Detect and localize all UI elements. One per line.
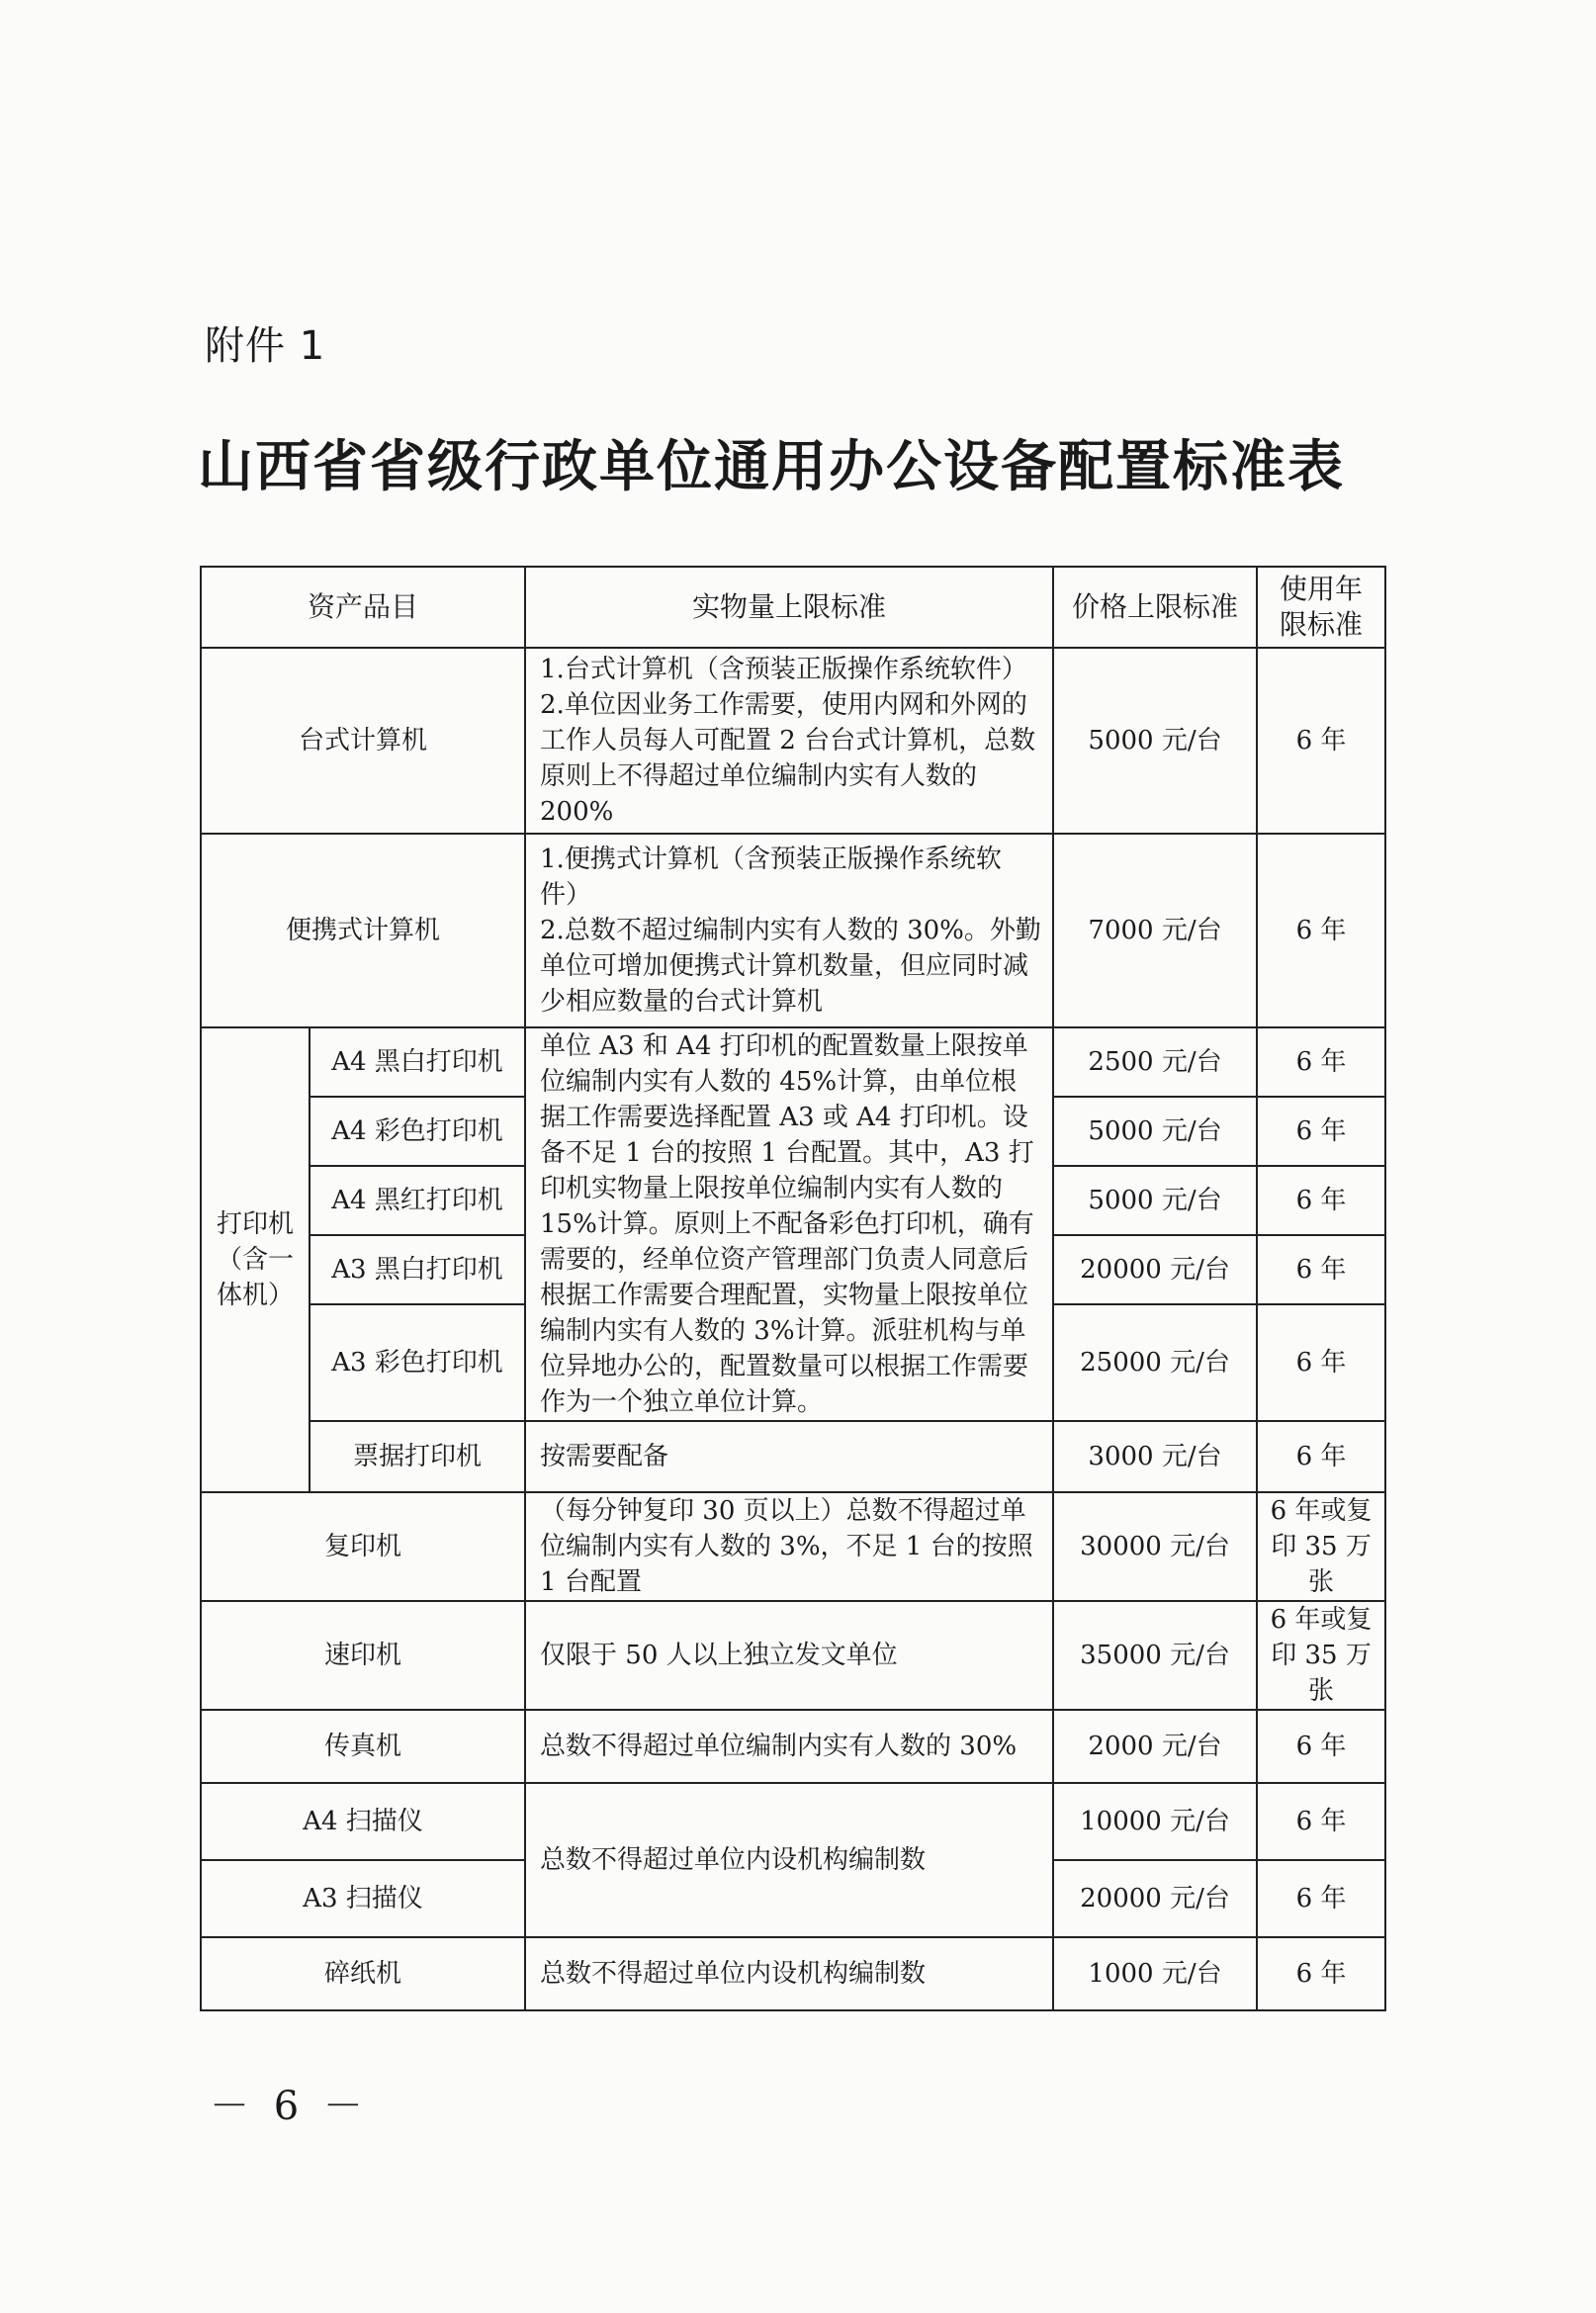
printer-category: 打印机（含一体机） — [201, 1027, 310, 1492]
header-years: 使用年限标准 — [1257, 567, 1385, 648]
item-name: A4 彩色打印机 — [310, 1097, 525, 1166]
table-row — [201, 1421, 1385, 1492]
item-name: 复印机 — [201, 1492, 525, 1601]
item-name: A4 黑红打印机 — [310, 1166, 525, 1235]
price-standard: 5000 元/台 — [1053, 648, 1257, 834]
printer-shared-quantity: 单位 A3 和 A4 打印机的配置数量上限按单位编制内实有人数的 45%计算，由单位根据工作需要选择配置 A3 或 A4 打印机。设备不足 1 台的按照 1 台配置。其中，A3 打印机实物量上限按单位编制内实有人数的 15%计算。原则上不配备彩色打印机，确有需要的，经单位资产管理部门负责人同意后根据工作需要合理配置，实物量上限按单位编制内实有人数的 3%计算。派驻机构与单位异地办公的，配置数量可以根据工作需要作为一个独立单位计算。 — [525, 1027, 1053, 1421]
years-standard: 6 年 — [1257, 1097, 1385, 1166]
price-standard: 7000 元/台 — [1053, 834, 1257, 1027]
header-quantity: 实物量上限标准 — [525, 567, 1053, 648]
price-standard: 3000 元/台 — [1053, 1421, 1257, 1492]
table-row — [201, 1492, 1385, 1601]
item-name: 台式计算机 — [201, 648, 525, 834]
price-standard: 35000 元/台 — [1053, 1601, 1257, 1710]
price-standard: 2500 元/台 — [1053, 1027, 1257, 1097]
quantity-standard: 按需要配备 — [525, 1421, 1053, 1492]
table-row — [201, 1710, 1385, 1783]
item-name: 便携式计算机 — [201, 834, 525, 1027]
years-standard: 6 年 — [1257, 1235, 1385, 1304]
quantity-standard: 仅限于 50 人以上独立发文单位 — [525, 1601, 1053, 1710]
years-standard: 6 年 — [1257, 1027, 1385, 1097]
years-standard: 6 年 — [1257, 1421, 1385, 1492]
years-standard: 6 年 — [1257, 1304, 1385, 1421]
item-name: 传真机 — [201, 1710, 525, 1783]
header-item: 资产品目 — [201, 567, 525, 648]
scanner-shared-quantity: 总数不得超过单位内设机构编制数 — [525, 1783, 1053, 1937]
attachment-label: 附件 1 — [205, 323, 326, 369]
table-header-row — [201, 567, 1385, 648]
price-standard: 1000 元/台 — [1053, 1937, 1257, 2010]
item-name: 速印机 — [201, 1601, 525, 1710]
price-standard: 5000 元/台 — [1053, 1166, 1257, 1235]
quantity-standard: 1.台式计算机（含预装正版操作系统软件） 2.单位因业务工作需要，使用内网和外网的工作人员每人可配置 2 台台式计算机，总数原则上不得超过单位编制内实有人数的 200% — [525, 648, 1053, 834]
years-standard: 6 年 — [1257, 834, 1385, 1027]
years-standard: 6 年 — [1257, 1937, 1385, 2010]
equipment-standard-table — [200, 566, 1386, 2011]
table-row — [201, 1027, 1385, 1097]
quantity-standard: （每分钟复印 30 页以上）总数不得超过单位编制内实有人数的 3%，不足 1 台的按照 1 台配置 — [525, 1492, 1053, 1601]
item-name: 碎纸机 — [201, 1937, 525, 2010]
price-standard: 20000 元/台 — [1053, 1235, 1257, 1304]
price-standard: 5000 元/台 — [1053, 1097, 1257, 1166]
table-row — [201, 834, 1385, 1027]
price-standard: 25000 元/台 — [1053, 1304, 1257, 1421]
table-row — [201, 1601, 1385, 1710]
price-standard: 20000 元/台 — [1053, 1860, 1257, 1937]
item-name: 票据打印机 — [310, 1421, 525, 1492]
page-title: 山西省省级行政单位通用办公设备配置标准表 — [198, 435, 1345, 499]
years-standard: 6 年 — [1257, 1783, 1385, 1860]
quantity-standard: 1.便携式计算机（含预装正版操作系统软件） 2.总数不超过编制内实有人数的 30%。外勤单位可增加便携式计算机数量，但应同时减少相应数量的台式计算机 — [525, 834, 1053, 1027]
years-standard: 6 年 — [1257, 1710, 1385, 1783]
years-standard: 6 年 — [1257, 1860, 1385, 1937]
header-price: 价格上限标准 — [1053, 567, 1257, 648]
quantity-standard: 总数不得超过单位内设机构编制数 — [525, 1937, 1053, 2010]
years-standard: 6 年或复印 35 万张 — [1257, 1492, 1385, 1601]
item-name: A4 黑白打印机 — [310, 1027, 525, 1097]
item-name: A3 黑白打印机 — [310, 1235, 525, 1304]
table-row — [201, 648, 1385, 834]
price-standard: 2000 元/台 — [1053, 1710, 1257, 1783]
years-standard: 6 年或复印 35 万张 — [1257, 1601, 1385, 1710]
price-standard: 10000 元/台 — [1053, 1783, 1257, 1860]
quantity-standard: 总数不得超过单位编制内实有人数的 30% — [525, 1710, 1053, 1783]
page-number: － 6 － — [210, 2084, 369, 2129]
item-name: A4 扫描仪 — [201, 1783, 525, 1860]
table-row — [201, 1937, 1385, 2010]
years-standard: 6 年 — [1257, 648, 1385, 834]
item-name: A3 扫描仪 — [201, 1860, 525, 1937]
years-standard: 6 年 — [1257, 1166, 1385, 1235]
price-standard: 30000 元/台 — [1053, 1492, 1257, 1601]
table-row — [201, 1783, 1385, 1860]
item-name: A3 彩色打印机 — [310, 1304, 525, 1421]
